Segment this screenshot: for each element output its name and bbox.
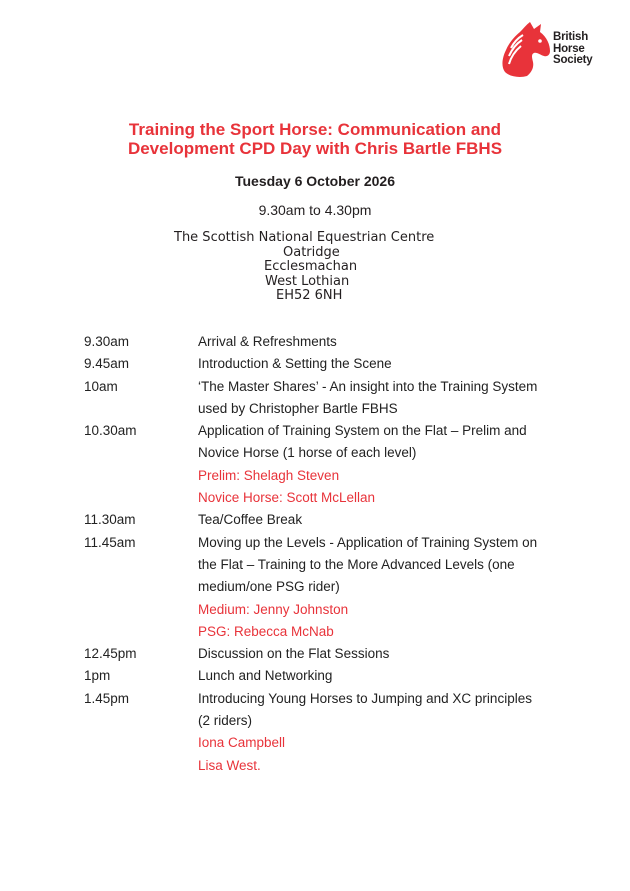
schedule-row bbox=[84, 665, 584, 687]
schedule-row bbox=[84, 509, 584, 531]
schedule-time: 10am bbox=[84, 378, 118, 394]
description-line: Discussion on the Flat Sessions bbox=[198, 646, 390, 662]
schedule-description bbox=[198, 532, 584, 599]
schedule-time bbox=[84, 487, 198, 509]
rider-name bbox=[198, 487, 584, 509]
schedule-time: 9.30am bbox=[84, 334, 130, 349]
description-line: (2 riders) bbox=[198, 713, 253, 729]
event-time: 9.30am to 4.30pm bbox=[258, 202, 372, 218]
schedule-time: 11.30am bbox=[84, 512, 136, 528]
schedule-description bbox=[198, 376, 584, 421]
schedule-description bbox=[198, 331, 584, 353]
schedule-row bbox=[84, 487, 584, 509]
schedule-row bbox=[84, 465, 584, 487]
horse-head-icon bbox=[500, 20, 552, 78]
schedule-row bbox=[84, 532, 584, 599]
schedule-row bbox=[84, 420, 584, 465]
rider-name bbox=[198, 732, 584, 754]
description-line: Moving up the Levels - Application of Training System on bbox=[198, 534, 538, 550]
schedule-row bbox=[84, 376, 584, 421]
description-line: the Flat – Training to the More Advanced Levels (one bbox=[198, 556, 515, 572]
schedule-table bbox=[84, 331, 584, 777]
description-line: used by Christopher Bartle FBHS bbox=[198, 400, 398, 416]
schedule-time bbox=[84, 755, 198, 777]
schedule-time: 10.30am bbox=[84, 423, 137, 439]
schedule-time: 1.45pm bbox=[84, 690, 130, 706]
schedule-row bbox=[84, 755, 584, 777]
schedule-time bbox=[84, 599, 198, 621]
logo-wordmark bbox=[553, 32, 593, 67]
bhs-logo bbox=[500, 20, 610, 80]
title-line: Training the Sport Horse: Communication and bbox=[128, 120, 502, 139]
event-date: Tuesday 6 October 2026 bbox=[234, 173, 396, 189]
schedule-row bbox=[84, 331, 584, 353]
schedule-description bbox=[198, 353, 584, 375]
description-line: Application of Training System on the Flat – Prelim and bbox=[198, 423, 527, 439]
description-line: Novice Horse (1 horse of each level) bbox=[198, 445, 417, 461]
description-line: Lisa West. bbox=[198, 757, 261, 773]
description-line: Medium: Jenny Johnston bbox=[198, 601, 349, 617]
schedule-time bbox=[84, 732, 198, 754]
rider-name bbox=[198, 599, 584, 621]
schedule-time: 9.45am bbox=[84, 356, 130, 372]
description-line: Tea/Coffee Break bbox=[198, 512, 303, 528]
description-line: Introducing Young Horses to Jumping and XC principles bbox=[198, 690, 532, 706]
schedule-row bbox=[84, 732, 584, 754]
event-venue bbox=[0, 231, 630, 304]
venue-line: The Scottish National Equestrian Centre bbox=[174, 230, 435, 245]
page-title bbox=[60, 120, 570, 158]
logo-line: British bbox=[553, 31, 589, 43]
description-line: medium/one PSG rider) bbox=[198, 579, 340, 595]
schedule-row bbox=[84, 621, 584, 643]
logo-line: Society bbox=[553, 54, 593, 66]
description-line: ‘The Master Shares’ - An insight into the Training System bbox=[198, 378, 538, 394]
description-line: Lunch and Networking bbox=[198, 668, 333, 684]
schedule-description bbox=[198, 509, 584, 531]
schedule-time: 11.45am bbox=[84, 534, 136, 550]
schedule-time bbox=[84, 465, 198, 487]
schedule-description bbox=[198, 665, 584, 687]
schedule-time bbox=[84, 621, 198, 643]
description-line: Prelim: Shelagh Steven bbox=[198, 467, 340, 483]
rider-name bbox=[198, 465, 584, 487]
schedule-row bbox=[84, 599, 584, 621]
rider-name bbox=[198, 621, 584, 643]
description-line: Arrival & Refreshments bbox=[198, 334, 337, 349]
title-line: Development CPD Day with Chris Bartle FBHS bbox=[127, 139, 503, 158]
schedule-row bbox=[84, 353, 584, 375]
schedule-row bbox=[84, 643, 584, 665]
schedule-description bbox=[198, 420, 584, 465]
description-line: PSG: Rebecca McNab bbox=[198, 623, 334, 639]
description-line: Iona Campbell bbox=[198, 735, 286, 751]
venue-line: West Lothian bbox=[265, 273, 350, 289]
venue-line: Ecclesmachan bbox=[264, 259, 358, 274]
description-line: Introduction & Setting the Scene bbox=[198, 356, 392, 372]
description-line: Novice Horse: Scott McLellan bbox=[198, 490, 376, 506]
schedule-description bbox=[198, 688, 584, 733]
schedule-time: 12.45pm bbox=[84, 646, 137, 662]
schedule-description bbox=[198, 643, 584, 665]
schedule-row bbox=[84, 688, 584, 733]
schedule-time: 1pm bbox=[84, 668, 111, 684]
logo-line: Horse bbox=[553, 42, 585, 55]
venue-line: Oatridge bbox=[283, 244, 340, 260]
venue-line: EH52 6NH bbox=[276, 288, 343, 303]
rider-name bbox=[198, 755, 584, 777]
